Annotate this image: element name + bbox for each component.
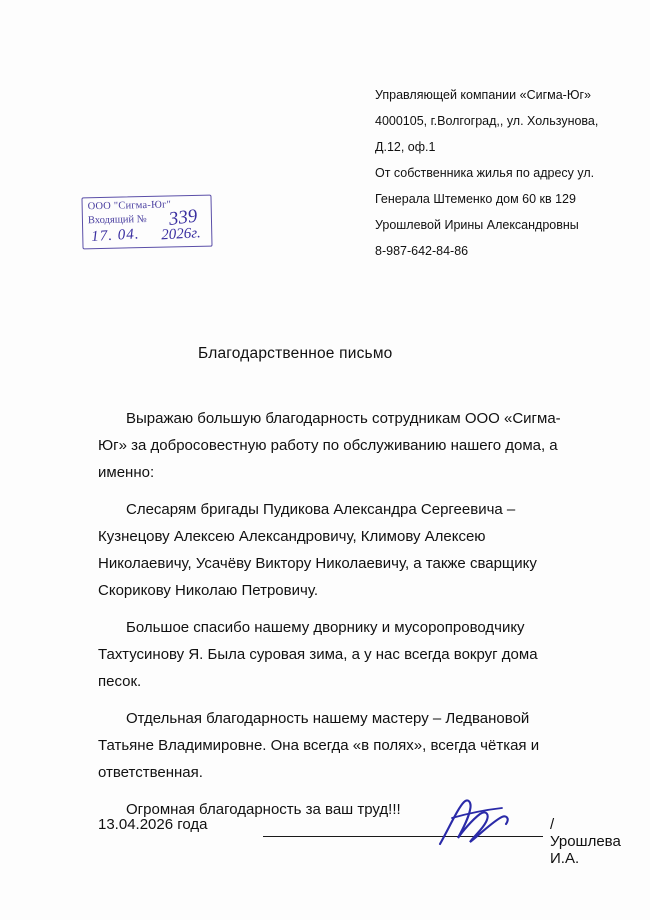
page-title: Благодарственное письмо	[198, 345, 393, 362]
stamp-company-name: ООО "Сигма-Юг"	[87, 199, 172, 213]
body-paragraph: Большое спасибо нашему дворнику и мусоропроводчику Тахтусинову Я. Была суровая зима, а у нас всегда вокруг дома песок.	[98, 619, 538, 690]
handwritten-signature-icon	[428, 796, 538, 852]
body-paragraph: Выражаю большую благодарность сотрудникам ООО «Сигма-Юг» за добросовестную работу по обслуживанию нашего дома, а именно:	[98, 410, 561, 481]
body-paragraph: Огромная благодарность за ваш труд!!!	[126, 801, 401, 818]
document-footer	[98, 808, 621, 867]
stamp-handwritten-date: 17. 04.	[90, 226, 140, 245]
addressee-line: 8-987-642-84-86	[375, 244, 469, 258]
addressee-line: Д.12, оф.1	[375, 140, 436, 154]
incoming-stamp	[81, 195, 212, 250]
document-body	[98, 405, 568, 833]
signer-name: / Урошлева И.А.	[550, 816, 621, 867]
addressee-line: 4000105, г.Волгоград,, ул. Хользунова,	[375, 114, 599, 128]
body-paragraph: Отдельная благодарность нашему мастеру – Ледвановой Татьяне Владимировне. Она всегда «в полях», всегда чёткая и ответственная.	[98, 710, 540, 781]
document-date: 13.04.2026 года	[98, 816, 208, 833]
addressee-line: Генерала Штеменко дом 60 кв 129	[375, 192, 576, 206]
addressee-line: От собственника жилья по адресу ул.	[375, 166, 595, 180]
stamp-incoming-number-label: Входящий №	[87, 214, 147, 227]
body-paragraph: Слесарям бригады Пудикова Александра Сергеевича – Кузнецову Алексею Александровичу, Климову Алексею Николаевичу, Усачёву Виктору Николаевичу, а также сварщику Скорикову Николаю Петровичу.	[98, 501, 537, 599]
stamp-handwritten-number: 339	[167, 205, 199, 230]
stamp-handwritten-year: 2026г.	[160, 225, 202, 244]
addressee-line: Управляющей компании «Сигма-Юг»	[375, 88, 591, 102]
addressee-block	[375, 82, 625, 264]
addressee-line: Урошлевой Ирины Александровны	[375, 218, 579, 232]
